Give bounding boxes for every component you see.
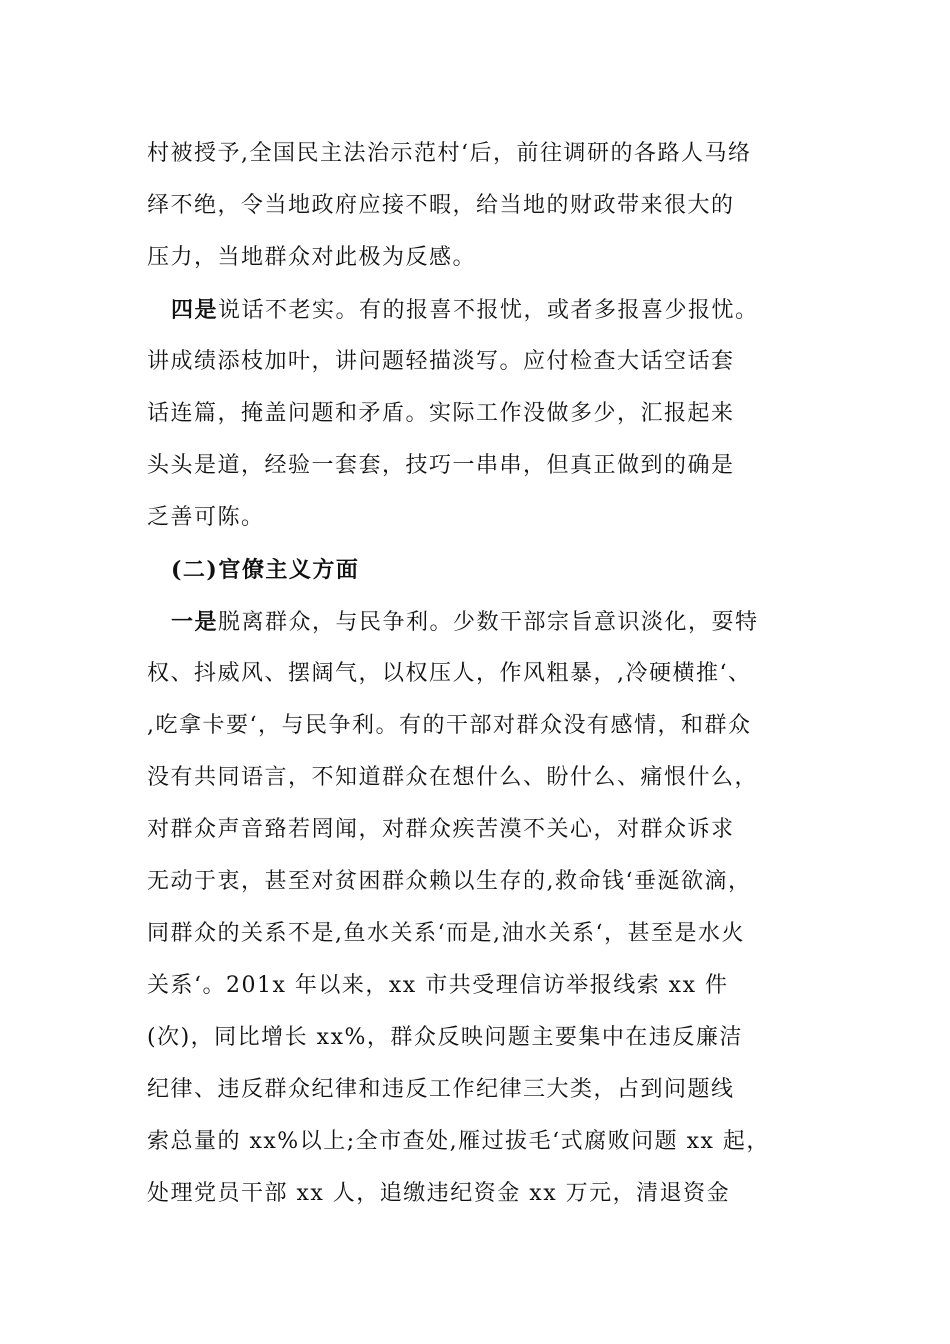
text-line [147,284,807,336]
text-line: 头头是道，经验一套套，技巧一串串，但真正做到的确是 [147,453,735,478]
text-line: 村被授予,全国民主法治示范村‘后，前往调研的各路人马络 [147,141,752,166]
text-line: 无动于衷，甚至对贫困群众赖以生存的,救命钱‘垂涎欲滴， [147,869,752,894]
paragraph-2 [147,284,807,544]
paragraph-lead: 一是 [171,609,219,635]
text-line: 话连篇，掩盖问题和矛盾。实际工作没做多少，汇报起来 [147,401,735,426]
text-line: 对群众声音臵若罔闻，对群众疾苦漠不关心，对群众诉求 [147,817,735,842]
text-line: (次)，同比增长 xx%，群众反映问题主要集中在违反廉洁 [147,1025,743,1050]
text-line: 讲成绩添枝加叶，讲问题轻描淡写。应付检查大话空话套 [147,349,735,374]
text-line: 索总量的 xx%以上;全市查处,雁过拔毛‘式腐败问题 xx 起， [147,1129,770,1154]
text-run: 说话不老实。有的报喜不报忧，或者多报喜少报忧。 [218,298,759,323]
text-line: 乏善可陈。 [147,505,265,530]
text-run: 脱离群众，与民争利。少数干部宗旨意识淡化，耍特 [218,610,759,635]
text-line: 纪律、违反群众纪律和违反工作纪律三大类，占到问题线 [147,1077,735,1102]
text-line: 关系‘。201x 年以来，xx 市共受理信访举报线索 xx 件 [147,973,729,998]
text-line: 没有共同语言，不知道群众在想什么、盼什么、痛恨什么， [147,765,759,790]
paragraph-3 [147,596,807,1220]
text-line: 压力，当地群众对此极为反感。 [147,245,477,270]
paragraph-lead: 四是 [171,297,219,323]
document-page [147,128,807,1220]
text-line: 同群众的关系不是,鱼水关系‘而是,油水关系‘，甚至是水火 [147,921,745,946]
text-line: 权、抖威风、摆阔气，以权压人，作风粗暴，,冷硬横推‘、 [147,661,752,686]
text-line [147,596,807,648]
text-line: ,吃拿卡要‘，与民争利。有的干部对群众没有感情，和群众 [147,713,752,738]
text-line: 绎不绝，令当地政府应接不暇，给当地的财政带来很大的 [147,193,735,218]
text-line: 处理党员干部 xx 人，追缴违纪资金 xx 万元，清退资金 [147,1181,731,1206]
paragraph-1 [147,128,807,284]
section-heading: (二)官僚主义方面 [171,557,360,583]
